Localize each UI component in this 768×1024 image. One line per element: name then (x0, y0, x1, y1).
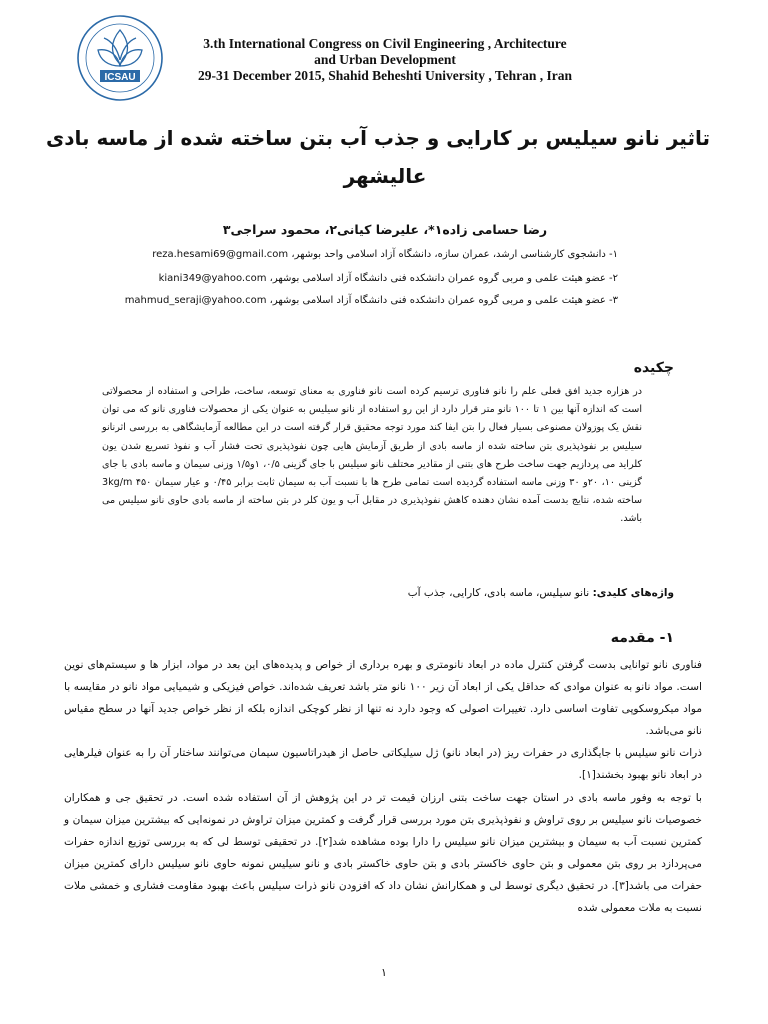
intro-paragraph: با توجه به وفور ماسه بادی در استان جهت ساخت بتنی ارزان قیمت تر در این پژوهش از آن استفاده شده است. در تحقیق جی و همکاران خصوصیات نانو سیلیس بر روی تراوش و نفوذپذیری بتن مورد بررسی قرار گرفت و کمترین میزان تراوش در نمونه‌ایی که بیشترین میزان سیمان و کمترین نسبت آب به سیمان و بیشترین میزان نانو سیلیس را دارا بوده مشاهده شد[۲]. در تحقیقی توسط لی که به بررسی توزیع اندازه حفرات می‌پردازد بر روی بتن معمولی و بتن حاوی خاکستر بادی و بتن حاوی خاکستر بادی و نانو سیلیس نمونه حاوی نانو سیلیس دارای کمترین میزان حفرات می باشد[۳]. در تحقیق دیگری توسط لی و همکارانش نشان داد که افزودن نانو ذرات سیلیس باعث بهبود مقاومت فشاری و خمشی ملات نسبت به ملات معمولی شده (64, 791, 703, 915)
conference-line: 3.th International Congress on Civil Engineering , Architecture (203, 36, 567, 51)
abstract-heading: چکیده (633, 360, 674, 376)
conference-line: 29-31 December 2015, Shahid Beheshti University , Tehran , Iran (197, 68, 573, 83)
intro-paragraph: فناوری نانو توانایی بدست گرفتن کنترل ماده در ابعاد نانومتری و بهره برداری از خواص و پدیده‌های این بعد در مواد، ابزار ها و سیستم‌های نوین است. مواد نانو به عنوان موادی که حداقل یکی از ابعاد آن زیر ۱۰۰ نانو متر باشد تعریف شده‌اند. خواص فیزیکی و شیمیایی مواد نانو در مقایسه با مواد میکروسکوپی تفاوت اساسی دارد. تغییرات اصولی که وجود دارد نه تنها از نظر کوچکی اندازه بلکه از نظر خواص جدید آنها در سطح مقیاس نانو می‌باشد. (64, 659, 702, 738)
page-number: ۱ (381, 966, 387, 979)
intro-heading: ۱- مقدمه (610, 630, 674, 646)
keywords-label: واژه‌های کلیدی: (592, 587, 674, 599)
intro-body (64, 654, 702, 919)
logo-text: ICSAU (104, 72, 136, 83)
keywords (408, 587, 674, 599)
abstract-paragraph: در هزاره جدید افق فعلی علم را نانو فناوری ترسیم کرده است نانو فناوری به معنای توسعه، ساخت، طراحی و استفاده از محصولاتی است که اندازه آنها بین ۱ تا ۱۰۰ نانو متر قرار دارد از این رو استفاده از نانو سیلیس به عنوان یکی از محصولات فناوری نانو که می توان نقش یک پوزولان مصنوعی بسیار فعال را بتن ایفا کند مورد توجه محقیق قرار گرفته است در این مطالعه آزمایشگاهی به بررسی اثرنانو سیلیس بر نفوذپذیری بتن ساخته شده از ماسه بادی از طریق آزمایش هایی چون نفوذپذیری تحت فشار آب و نفوذ تسریع شدن یون کلراید می پردازیم جهت ساخت طرح های بتنی از مقادیر مختلف نانو سیلیس با جای گزینی ۰/۵، ۱و۱/۵ وزنی سیمان و ماسه بادی با جای گزینی ۱۰، ۲۰و ۳۰ وزنی ماسه استفاده گردیده است تمامی طرح ها با نسبت آب به سیمان ثابت برابر ۰/۴۵ و عیار سیمان 3kg/m ۴۵۰ ساخته شده، نتایج بدست آمده نشان دهنده کاهش نفوذپذیری در مقابل آب و یون کلر در بتن ساخته از ماسه بادی حاوی نانو سیلیس می باشد. (102, 386, 643, 525)
paper-title-line-1: تاثیر نانو سیلیس بر کارایی و جذب آب بتن ساخته شده از ماسه بادی (45, 126, 710, 150)
paper-title-line-2: عالیشهر (343, 164, 427, 188)
authors: رضا حسامی زاده۱*، علیرضا کیانی۲، محمود سراجی۳ (222, 222, 548, 237)
affiliation: ۳- عضو هیئت علمی و مربی گروه عمران دانشکده فنی دانشگاه آزاد اسلامی بوشهر، mahmud_seraji@yahoo.com (124, 295, 618, 306)
intro-paragraph: ذرات نانو سیلیس با جایگذاری در حفرات ریز (در ابعاد نانو) ژل سیلیکاتی حاصل از هیدراتاسیون سیمان می‌توانند ساختار آن را به عنوان فیلرهایی در ابعاد نانو بهبود بخشند[۱]. (64, 747, 702, 782)
conference-line: and Urban Development (314, 52, 456, 67)
keywords-value: نانو سیلیس، ماسه بادی، کارایی، جذب آب (407, 587, 593, 599)
abstract-text (102, 383, 642, 529)
affiliation: ۱- دانشجوی کارشناسی ارشد، عمران سازه، دانشگاه آزاد اسلامی واحد بوشهر، reza.hesami69@gmail.com (152, 249, 618, 260)
affiliation: ۲- عضو هیئت علمی و مربی گروه عمران دانشکده فنی دانشگاه آزاد اسلامی بوشهر، kiani349@yahoo.com (158, 273, 618, 284)
conference-header (170, 36, 600, 84)
congress-logo (76, 14, 164, 102)
